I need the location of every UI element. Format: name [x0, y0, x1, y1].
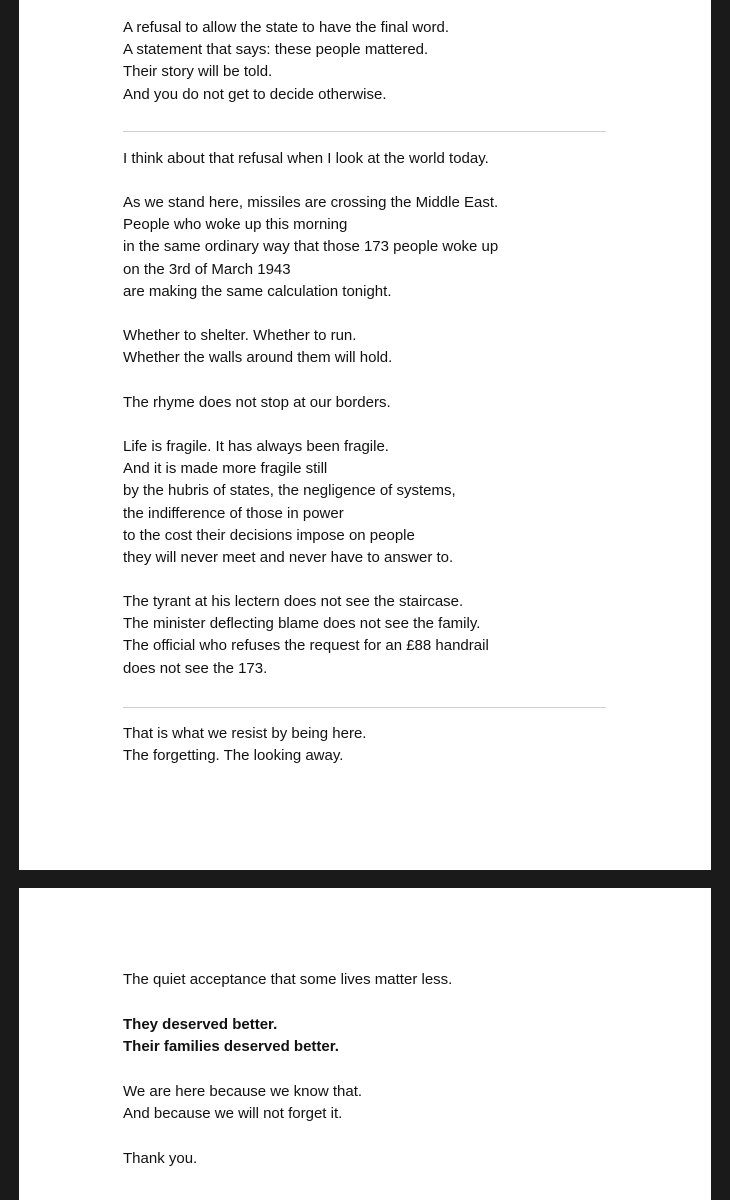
section-divider — [123, 707, 606, 708]
text-line: That is what we resist by being here. — [123, 725, 367, 742]
text-line: by the hubris of states, the negligence of systems, — [123, 482, 456, 500]
text-line: And you do not get to decide otherwise. — [123, 85, 387, 103]
text-line: Whether to shelter. Whether to run. — [123, 327, 357, 344]
stanza-thank-you — [123, 1148, 197, 1170]
text-line: are making the same calculation tonight. — [123, 282, 392, 300]
text-line: Their story will be told. — [123, 63, 273, 81]
text-line: to the cost their decisions impose on people — [123, 526, 415, 544]
text-line: A statement that says: these people mattered. — [123, 41, 429, 59]
text-line: The forgetting. The looking away. — [123, 747, 344, 765]
text-line: The minister deflecting blame does not see the family. — [123, 615, 481, 633]
bold-text-line: Their families deserved better. — [123, 1038, 339, 1056]
text-line: they will never meet and never have to answer to. — [123, 549, 454, 567]
text-line: And it is made more fragile still — [123, 460, 328, 478]
text-line: Whether the walls around them will hold. — [123, 349, 393, 367]
text-line: on the 3rd of March 1943 — [123, 260, 291, 278]
stanza-fragile — [123, 436, 456, 569]
stanza-acceptance — [123, 969, 452, 991]
stanza-tyrant — [123, 591, 489, 680]
document-page-1 — [19, 0, 711, 870]
stanza-deserved-better — [123, 1014, 339, 1058]
text-line: Life is fragile. It has always been fragile. — [123, 438, 389, 455]
stanza-missiles — [123, 192, 498, 303]
text-line: And because we will not forget it. — [123, 1105, 343, 1123]
text-line: does not see the 173. — [123, 659, 268, 677]
text-line: A refusal to allow the state to have the final word. — [123, 19, 450, 36]
text-line: We are here because we know that. — [123, 1083, 363, 1100]
stanza-rhyme — [123, 392, 391, 414]
text-line: The tyrant at his lectern does not see the staircase. — [123, 593, 464, 610]
text-line: I think about that refusal when I look at the world today. — [123, 150, 489, 167]
stanza-refusal — [123, 17, 449, 106]
text-line: The rhyme does not stop at our borders. — [123, 394, 391, 411]
bold-text-line: They deserved better. — [123, 1016, 278, 1033]
text-line: As we stand here, missiles are crossing the Middle East. — [123, 194, 499, 211]
closing-line: Thank you. — [123, 1150, 198, 1167]
text-line: People who woke up this morning — [123, 216, 348, 234]
text-line: The quiet acceptance that some lives matter less. — [123, 971, 453, 988]
stanza-world-today — [123, 148, 489, 170]
stanza-resist — [123, 723, 366, 767]
text-line: the indifference of those in power — [123, 504, 344, 522]
section-divider — [123, 131, 606, 132]
text-line: The official who refuses the request for an £88 handrail — [123, 637, 489, 655]
text-line: in the same ordinary way that those 173 people woke up — [123, 238, 499, 256]
document-page-2 — [19, 888, 711, 1200]
stanza-shelter — [123, 325, 392, 369]
stanza-we-are-here — [123, 1081, 362, 1125]
